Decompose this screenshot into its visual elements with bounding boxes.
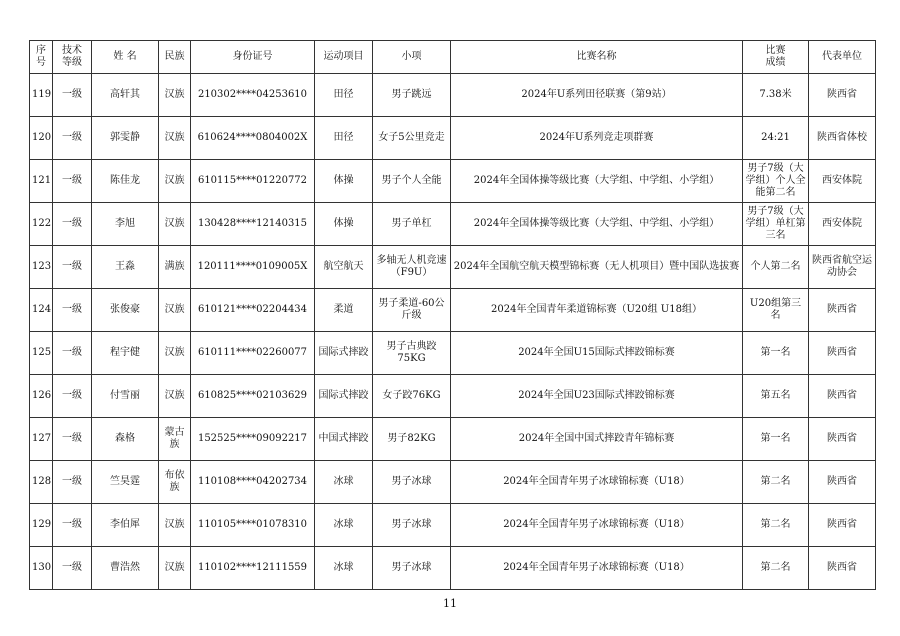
table-row: [30, 246, 876, 289]
cell-competition: 2024年U系列田径联赛（第9站）: [451, 74, 743, 117]
cell-id-number: 610624****0804002X: [191, 117, 315, 160]
cell-ethnicity: 满族: [159, 246, 191, 289]
table-row: [30, 375, 876, 418]
cell-name: 李伯犀: [92, 504, 159, 547]
header-index-line: 号: [36, 57, 46, 68]
header-event-line: 小项: [401, 51, 422, 62]
header-id-number: [191, 41, 315, 74]
cell-grade: 一级: [53, 547, 92, 590]
cell-index: 126: [30, 375, 53, 418]
cell-ethnicity: 汉族: [159, 160, 191, 203]
cell-ethnicity: 汉族: [159, 375, 191, 418]
cell-ethnicity: 汉族: [159, 504, 191, 547]
header-grade-line: 等级: [62, 57, 82, 68]
cell-event: 男子柔道-60公斤级: [373, 289, 451, 332]
header-competition-line: 比赛名称: [576, 51, 617, 62]
cell-competition: 2024年全国U15国际式摔跤锦标赛: [451, 332, 743, 375]
cell-sport: 国际式摔跤: [315, 375, 373, 418]
cell-index: 129: [30, 504, 53, 547]
cell-unit: 陕西省: [809, 74, 876, 117]
cell-competition: 2024年全国青年男子冰球锦标赛（U18）: [451, 504, 743, 547]
cell-competition: 2024年全国U23国际式摔跤锦标赛: [451, 375, 743, 418]
cell-sport: 田径: [315, 74, 373, 117]
cell-name: 王淼: [92, 246, 159, 289]
cell-name: 郭雯静: [92, 117, 159, 160]
cell-unit: 陕西省: [809, 418, 876, 461]
header-id-number-line: 身份证号: [232, 51, 273, 62]
header-sport: [315, 41, 373, 74]
cell-name: 森格: [92, 418, 159, 461]
cell-result: 7.38米: [743, 74, 809, 117]
header-grade: [53, 41, 92, 74]
athlete-table: [29, 40, 876, 590]
cell-result: U20组第三名: [743, 289, 809, 332]
cell-grade: 一级: [53, 375, 92, 418]
cell-competition: 2024年全国青年柔道锦标赛（U20组 U18组）: [451, 289, 743, 332]
header-competition: [451, 41, 743, 74]
header-grade-line: 技术: [62, 45, 82, 56]
header-result-line: 成绩: [765, 57, 786, 68]
cell-unit: 陕西省: [809, 375, 876, 418]
header-result-line: 比赛: [765, 45, 786, 56]
cell-id-number: 120111****0109005X: [191, 246, 315, 289]
cell-result: 第二名: [743, 504, 809, 547]
header-index: [30, 41, 53, 74]
cell-name: 李旭: [92, 203, 159, 246]
cell-sport: 田径: [315, 117, 373, 160]
header-name: [92, 41, 159, 74]
cell-grade: 一级: [53, 461, 92, 504]
cell-grade: 一级: [53, 74, 92, 117]
cell-event: 女子5公里竞走: [373, 117, 451, 160]
cell-id-number: 610825****02103629: [191, 375, 315, 418]
cell-name: 付雪丽: [92, 375, 159, 418]
cell-event: 男子跳远: [373, 74, 451, 117]
cell-result: 个人第二名: [743, 246, 809, 289]
cell-unit: 陕西省: [809, 547, 876, 590]
cell-name: 张俊豪: [92, 289, 159, 332]
cell-id-number: 610111****02260077: [191, 332, 315, 375]
cell-competition: 2024年全国青年男子冰球锦标赛（U18）: [451, 547, 743, 590]
cell-unit: 陕西省: [809, 461, 876, 504]
header-event: [373, 41, 451, 74]
cell-index: 128: [30, 461, 53, 504]
cell-id-number: 610121****02204434: [191, 289, 315, 332]
header-unit-line: 代表单位: [822, 51, 862, 62]
cell-ethnicity: 汉族: [159, 203, 191, 246]
cell-index: 124: [30, 289, 53, 332]
cell-index: 130: [30, 547, 53, 590]
cell-grade: 一级: [53, 418, 92, 461]
cell-event: 男子冰球: [373, 461, 451, 504]
cell-grade: 一级: [53, 117, 92, 160]
cell-sport: 体操: [315, 160, 373, 203]
cell-event: 男子冰球: [373, 504, 451, 547]
cell-result: 第五名: [743, 375, 809, 418]
cell-sport: 冰球: [315, 547, 373, 590]
cell-event: 女子跤76KG: [373, 375, 451, 418]
cell-name: 曹浩然: [92, 547, 159, 590]
cell-id-number: 130428****12140315: [191, 203, 315, 246]
header-name-line: 姓 名: [113, 51, 137, 62]
cell-ethnicity: 布依族: [159, 461, 191, 504]
cell-competition: 2024年全国航空航天模型锦标赛（无人机项目）暨中国队选拔赛: [451, 246, 743, 289]
table-row: [30, 74, 876, 117]
table-row: [30, 289, 876, 332]
table-row: [30, 547, 876, 590]
cell-grade: 一级: [53, 246, 92, 289]
page-number: 11: [443, 597, 457, 610]
header-ethnicity: [159, 41, 191, 74]
cell-index: 127: [30, 418, 53, 461]
cell-result: 24:21: [743, 117, 809, 160]
table-row: [30, 418, 876, 461]
cell-unit: 陕西省: [809, 332, 876, 375]
cell-ethnicity: 蒙古族: [159, 418, 191, 461]
cell-competition: 2024年全国中国式摔跤青年锦标赛: [451, 418, 743, 461]
table-header-row: [30, 41, 876, 74]
cell-sport: 航空航天: [315, 246, 373, 289]
cell-index: 125: [30, 332, 53, 375]
cell-unit: 西安体院: [809, 160, 876, 203]
table-row: [30, 504, 876, 547]
cell-id-number: 152525****09092217: [191, 418, 315, 461]
cell-result: 男子7级（大学组）单杠第三名: [743, 203, 809, 246]
cell-unit: 陕西省体校: [809, 117, 876, 160]
cell-sport: 冰球: [315, 504, 373, 547]
header-index-line: 序: [36, 45, 46, 56]
cell-event: 男子个人全能: [373, 160, 451, 203]
cell-name: 陈佳龙: [92, 160, 159, 203]
cell-name: 高轩其: [92, 74, 159, 117]
cell-id-number: 110108****04202734: [191, 461, 315, 504]
cell-result: 第二名: [743, 547, 809, 590]
cell-result: 第一名: [743, 332, 809, 375]
cell-unit: 陕西省航空运动协会: [809, 246, 876, 289]
cell-ethnicity: 汉族: [159, 74, 191, 117]
cell-result: 第二名: [743, 461, 809, 504]
cell-index: 123: [30, 246, 53, 289]
cell-sport: 体操: [315, 203, 373, 246]
cell-id-number: 110105****01078310: [191, 504, 315, 547]
cell-grade: 一级: [53, 332, 92, 375]
header-sport-line: 运动项目: [323, 51, 364, 62]
cell-result: 第一名: [743, 418, 809, 461]
table-body: [30, 74, 876, 590]
cell-event: 男子冰球: [373, 547, 451, 590]
cell-ethnicity: 汉族: [159, 332, 191, 375]
cell-competition: 2024年全国体操等级比赛（大学组、中学组、小学组）: [451, 203, 743, 246]
cell-unit: 陕西省: [809, 289, 876, 332]
table-row: [30, 461, 876, 504]
cell-sport: 中国式摔跤: [315, 418, 373, 461]
cell-event: 男子古典跤75KG: [373, 332, 451, 375]
cell-event: 多轴无人机竞速（F9U）: [373, 246, 451, 289]
cell-index: 122: [30, 203, 53, 246]
cell-event: 男子82KG: [373, 418, 451, 461]
cell-competition: 2024年U系列竞走项群赛: [451, 117, 743, 160]
cell-index: 120: [30, 117, 53, 160]
header-result: [743, 41, 809, 74]
table-row: [30, 203, 876, 246]
cell-name: 程宇健: [92, 332, 159, 375]
cell-ethnicity: 汉族: [159, 547, 191, 590]
cell-event: 男子单杠: [373, 203, 451, 246]
cell-ethnicity: 汉族: [159, 117, 191, 160]
cell-index: 119: [30, 74, 53, 117]
table-row: [30, 160, 876, 203]
table-row: [30, 117, 876, 160]
cell-name: 竺昊霆: [92, 461, 159, 504]
cell-id-number: 610115****01220772: [191, 160, 315, 203]
cell-grade: 一级: [53, 504, 92, 547]
header-unit: [809, 41, 876, 74]
table-row: [30, 332, 876, 375]
cell-competition: 2024年全国体操等级比赛（大学组、中学组、小学组）: [451, 160, 743, 203]
cell-competition: 2024年全国青年男子冰球锦标赛（U18）: [451, 461, 743, 504]
cell-grade: 一级: [53, 289, 92, 332]
cell-result: 男子7级（大学组）个人全能第二名: [743, 160, 809, 203]
cell-unit: 西安体院: [809, 203, 876, 246]
cell-grade: 一级: [53, 160, 92, 203]
cell-sport: 柔道: [315, 289, 373, 332]
header-ethnicity-line: 民族: [164, 51, 185, 62]
cell-id-number: 110102****12111559: [191, 547, 315, 590]
cell-index: 121: [30, 160, 53, 203]
cell-id-number: 210302****04253610: [191, 74, 315, 117]
cell-ethnicity: 汉族: [159, 289, 191, 332]
cell-grade: 一级: [53, 203, 92, 246]
cell-unit: 陕西省: [809, 504, 876, 547]
cell-sport: 冰球: [315, 461, 373, 504]
cell-sport: 国际式摔跤: [315, 332, 373, 375]
